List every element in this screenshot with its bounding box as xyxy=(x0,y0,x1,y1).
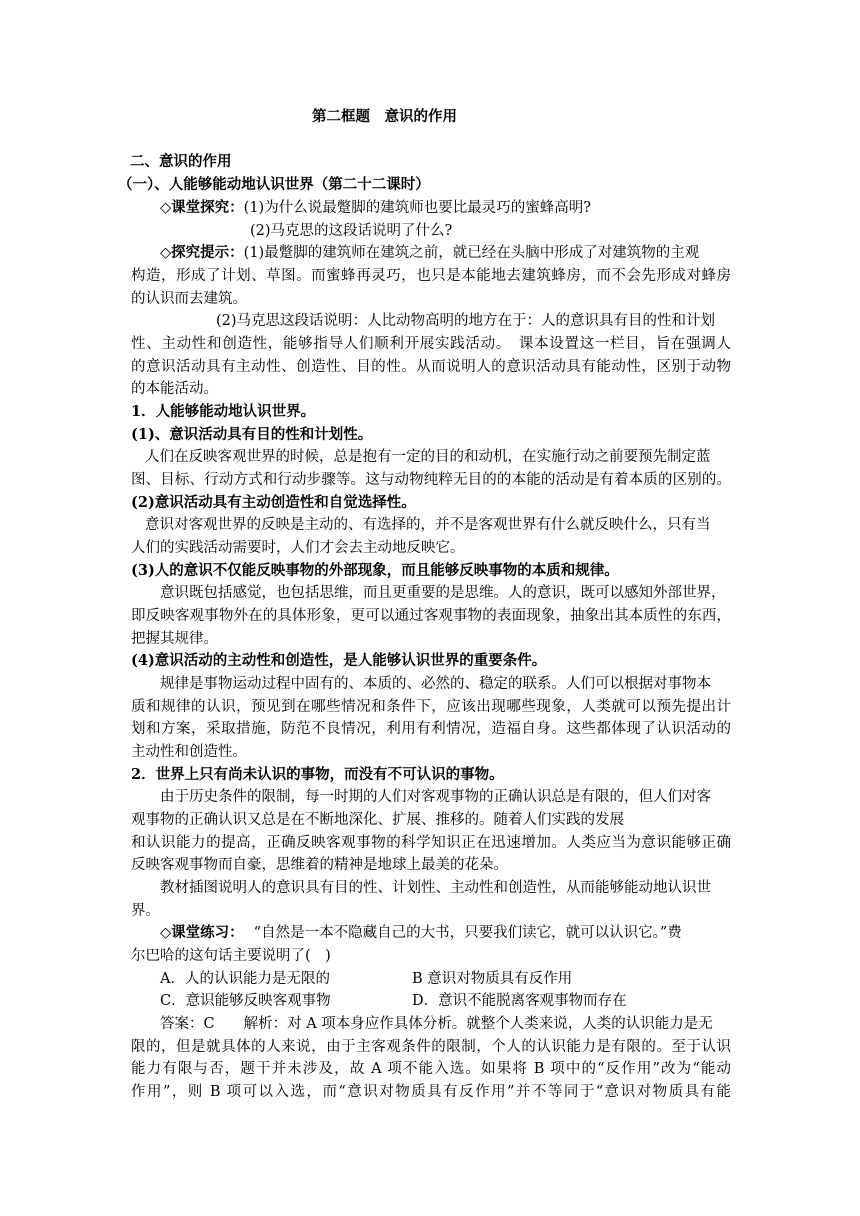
answer-line-1: 答案：C 解析：对 A 项本身应作具体分析。就整个人类来说，人类的认识能力是无 xyxy=(160,1016,713,1032)
text-line: 意识对客观世界的反映是主动的、有选择的，并不是客观世界有什么就反映什么，只有当 xyxy=(145,517,711,533)
option-b: B 意识对物质具有反作用 xyxy=(412,971,573,987)
text-line: 的本能活动。 xyxy=(131,381,218,397)
subpoint-heading: (4)意识活动的主动性和创造性，是人能够认识世界的重要条件。 xyxy=(131,652,547,669)
text-line: 性、主动性和创造性，能够指导人们顺利开展实践活动。 课本设置这一栏目，旨在强调人 xyxy=(131,336,731,352)
text-line: 划和方案，采取措施，防范不良情况，利用有利情况，造福自身。这些都体现了认识活动的 xyxy=(131,721,731,737)
exercise-text-1: “自然是一本不隐藏自己的大书，只要我们读它，就可以认识它。”费 xyxy=(253,925,682,941)
subpoint-heading: (1)、意识活动具有目的性和计划性。 xyxy=(131,426,373,443)
text-line: 由于历史条件的限制，每一时期的人们对客观事物的正确认识总是有限的，但人们对客 xyxy=(160,789,711,805)
exercise-line-1 xyxy=(160,922,682,944)
point-heading-1: 1．人能够能动地认识世界。 xyxy=(131,403,316,420)
text-line: 人们在反映客观世界的时候，总是抱有一定的目的和动机，在实施行动之前要预先制定蓝 xyxy=(145,449,711,465)
text-line: 教材插图说明人的意识具有目的性、计划性、主动性和创造性，从而能够能动地认识世 xyxy=(160,880,711,896)
text-line: 人们的实践活动需要时，人们才会去主动地反映它。 xyxy=(131,540,465,556)
hint-label: ◇探究提示： xyxy=(160,244,244,261)
subpoint-heading: (3)人的意识不仅能反映事物的外部现象，而且能够反映事物的本质和规律。 xyxy=(131,562,619,579)
answer-line-4: 作用”，则 B 项可以入选，而“意识对物质具有反作用”并不等同于“意识对物质具有能 xyxy=(131,1084,731,1100)
text-line: 构造，形成了计划、草图。而蜜蜂再灵巧，也只是本能地去建筑蜂房，而不会先形成对蜂房 xyxy=(131,268,731,284)
subsection-heading: （一）、人能够能动地认识世界（第二十二课时） xyxy=(118,176,430,193)
option-a: A．人的认识能力是无限的 xyxy=(160,971,330,987)
hint-text-1: (1)最蹩脚的建筑师在建筑之前，就已经在头脑中形成了对建筑物的主观 xyxy=(243,245,700,261)
text-line: 反映客观事物而自豪，思维着的精神是地球上最美的花朵。 xyxy=(131,857,508,873)
page-title: 第二框题 意识的作用 xyxy=(312,108,457,125)
answer-line-3: 能力有限与否，题干并未涉及，故 A 项不能入选。如果将 B 项中的“反作用”改为“能动 xyxy=(131,1061,731,1077)
text-line: 图、目标、行动方式和行动步骤等。这与动物纯粹无目的的本能的活动是有着本质的区别的。 xyxy=(131,472,731,488)
subpoint-heading: (2)意识活动具有主动创造性和自觉选择性。 xyxy=(131,494,416,511)
hint-line-1 xyxy=(160,242,699,264)
text-line: 规律是事物运动过程中固有的、本质的、必然的、稳定的联系。人们可以根据对事物本 xyxy=(160,676,711,692)
option-d: D．意识不能脱离客观事物而存在 xyxy=(412,993,627,1009)
point-heading-2: 2．世界上只有尚未认识的事物，而没有不可认识的事物。 xyxy=(131,766,504,783)
text-line: 即反映客观事物外在的具体形象，更可以通过客观事物的表面现象，抽象出其本质性的东西， xyxy=(131,608,731,624)
inquiry-label: ◇课堂探究： xyxy=(160,199,244,216)
inquiry-text-1: (1)为什么说最蹩脚的建筑师也要比最灵巧的蜜蜂高明? xyxy=(243,200,591,216)
text-line: 界。 xyxy=(131,903,160,919)
text-line: 意识既包括感觉，也包括思维，而且更重要的是思维。人的意识，既可以感知外部世界， xyxy=(160,585,726,601)
text-line: 和认识能力的提高，正确反映客观事物的科学知识正在迅速增加。人类应当为意识能够正确 xyxy=(131,835,731,851)
text-line: 的意识活动具有主动性、创造性、目的性。从而说明人的意识活动具有能动性，区别于动物 xyxy=(131,359,731,375)
text-line: 质和规律的认识，预见到在哪些情况和条件下，应该出现哪些现象，人类就可以预先提出计 xyxy=(131,699,731,715)
option-c: C．意识能够反映客观事物 xyxy=(160,993,331,1009)
text-line: 的认识而去建筑。 xyxy=(131,291,247,307)
exercise-line-2: 尔巴哈的这句话主要说明了( ) xyxy=(131,948,331,964)
text-line: 观事物的正确认识又总是在不断地深化、扩展、推移的。随着人们实践的发展 xyxy=(131,812,624,828)
text-line: 把握其规律。 xyxy=(131,631,218,647)
answer-line-2: 限的，但是就具体的人来说，由于主客观条件的限制，个人的认识能力是有限的。至于认识 xyxy=(131,1039,731,1055)
exercise-label: ◇课堂练习： xyxy=(160,924,244,941)
inquiry-question-1 xyxy=(160,197,591,219)
inquiry-question-2: (2)马克思的这段话说明了什么? xyxy=(250,223,453,239)
section-heading: 二、意识的作用 xyxy=(130,153,232,170)
text-line: 主动性和创造性。 xyxy=(131,744,247,760)
text-line: (2)马克思这段话说明：人比动物高明的地方在于：人的意识具有目的性和计划 xyxy=(216,313,716,329)
